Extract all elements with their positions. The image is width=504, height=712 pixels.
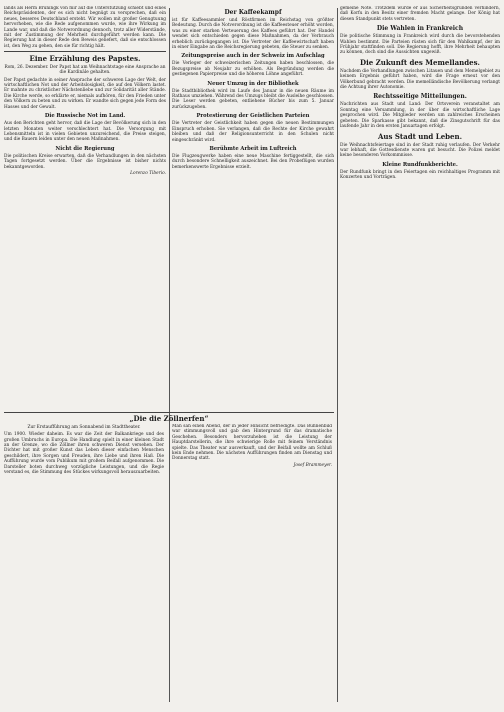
- article-text: gemeine Note. Trotzdem würde er aus Sicherheitsgründen verhindern, daß Korfu in den Besitz einer fremden Macht gelange. Der König hat diesen Standpunkt stets vertreten.: [340, 6, 500, 22]
- headline: Nicht die Regierung: [55, 145, 115, 152]
- article-text: Die Vertreter der Geistlichkeit haben gegen die neuen Bestimmungen Einspruch erhoben. Sie verlangen, daß die Rechte der Kirche gewahrt bleiben und daß der Religionsunterricht in den Schulen nicht eingeschränkt wird.: [172, 121, 334, 143]
- article-text: Die politischen Kreise erwarten, daß die Verhandlungen in den nächsten Tagen fortgesetzt werden. Über die Ergebnisse ist bisher nichts bekanntgeworden.: [4, 153, 166, 170]
- article-text: Die Weihnachtsfeiertage sind in der Stadt ruhig verlaufen. Der Verkehr war lebhaft, die Gottesdienste waren gut besucht. Die Polizei meldet keine besonderen Vorkommnisse.: [340, 142, 500, 159]
- article-text: Um 1900. Wieder daheim. Es war die Zeit der Balkankriege und des großen Umbruchs in Europa. Die Handlung spielt in einer kleinen Stadt an der Grenze, wo die Zöllner ihren schweren Dienst versehen. Der Dichter hat mit großer Kunst das Leben dieser einfachen Menschen geschildert, ihre Sorgen und Freuden, ihre Liebe und ihren Haß. Die Aufführung wurde vom Publikum mit großem Beifall aufgenommen. Die Darsteller boten durchweg vorzügliche Leistungen, und die Regie verstand es, die Stimmung des Stückes wirkungsvoll herauszuarbeiten.: [4, 432, 164, 476]
- feature-column-left: [4, 424, 164, 706]
- headline: Die Zukunft des Memellandes.: [360, 57, 480, 67]
- headline: Aus Stadt und Leben.: [377, 131, 463, 141]
- article-text: Man sah einen Abend, der in jeder Hinsicht befriedigte. Das Bühnenbild war stimmungsvoll und gab den Hintergrund für das dramatische Geschehen. Besonders hervorzuheben ist die Leistung der Hauptdarstellerin, die ihre schwierige Rolle mit feinem Verständnis spielte. Das Theater war ausverkauft, und der Beifall wollte am Schluß kein Ende nehmen. Die nächsten Aufführungen finden am Dienstag und Donnerstag statt.: [172, 424, 332, 462]
- headline: Rechtsseitige Mitteilungen.: [373, 93, 467, 101]
- headline: Die Russische Not im Land.: [44, 113, 126, 120]
- headline: Neuer Umzug in der Bibliothek: [207, 80, 299, 87]
- column-right: [340, 6, 500, 706]
- headline: Berühmte Arbeit im Luftreich: [209, 145, 297, 152]
- headline: Zeitungspreise auch in der Schweiz im Aufschlag: [181, 53, 325, 60]
- article-text: Nachdem die Verhandlungen zwischen Litauen und dem Memelgebiet zu keinem Ergebnis geführt haben, wird die Frage erneut vor den Völkerbund gebracht werden. Die memelländische Bevölkerung verlangt die Achtung ihrer Autonomie.: [340, 68, 500, 91]
- article-text: Der Rundfunk bringt in den Feiertagen ein reichhaltiges Programm mit Konzerten und Vorträgen.: [340, 169, 500, 181]
- column-left: [4, 6, 166, 396]
- article-text: Aus den Berichten geht hervor, daß die Lage der Bevölkerung sich in den letzten Monaten weiter verschlechtert hat. Die Versorgung mit Lebensmitteln ist in vielen Gebieten unzureichend, die Preise steigen, und die Bauern leiden unter den neuen Maßnahmen.: [4, 121, 166, 143]
- article-text: Die Flugzeugwerke haben eine neue Maschine fertiggestellt, die sich durch besondere Schnelligkeit auszeichnet. Bei den Probeflügen wurden bemerkenswerte Ergebnisse erzielt.: [172, 153, 334, 170]
- dateline: Rom, 26. Dezember. Der Papst hat am Weihnachtstage eine Ansprache an die Kardinäle gehalten.: [4, 65, 166, 76]
- headline: Kleine Rundfunkberichte.: [382, 161, 458, 168]
- headline: Der Kaffeekampf: [224, 9, 282, 16]
- column-middle: [172, 6, 334, 396]
- divider: [4, 412, 334, 413]
- feature-column-right: [172, 424, 332, 706]
- article-text: Der Papst gedachte in seiner Ansprache der schweren Lage der Welt, der wirtschaftlichen Not und der Arbeitslosigkeit, die auf den Völkern lastet. Er mahnte zu christlicher Nächstenliebe und zur Solidarität aller Stände. Die Kirche werde, so erklärte er, niemals aufhören, für den Frieden unter den Völkern zu beten und zu wirken. Er wandte sich gegen jede Form des Hasses und der Gewalt.: [4, 77, 166, 110]
- article-text: ist für Kaffeesammler und Röstfirmen im Reichstag von größter Bedeutung. Durch die Notverordnung ist die Kaffeesteuer erhöht worden, was zu einer starken Verteuerung des Kaffees geführt hat. Der Handel wendet sich entschieden gegen diese Maßnahmen, da der Verbrauch erheblich zurückgegangen ist. Die Vertreter der Kaffeewirtschaft haben in einer Eingabe an die Reichsregierung gebeten, die Steuer zu senken.: [172, 18, 334, 51]
- feature-headline: „Die die Zöllnerfen“: [129, 414, 209, 423]
- column-rule: [337, 8, 338, 702]
- article-text: Nachrichten aus Stadt und Land: Der Ortsverein veranstaltet am Sonntag eine Versammlung, in der über die wirtschaftliche Lage gesprochen wird. Die Mitglieder werden um zahlreiches Erscheinen gebeten. Die Sparkasse gibt bekannt, daß die Zinsgutschrift für das laufende Jahr in den ersten Januartagen erfolgt.: [340, 102, 500, 130]
- feature-article: [4, 410, 334, 706]
- newspaper-page: [4, 6, 500, 706]
- headline: Die Wahlen in Frankreich: [376, 25, 464, 33]
- byline: Josef Brammeyer.: [293, 462, 332, 468]
- article-text: Die politische Stimmung in Frankreich wird durch die bevorstehenden Wahlen bestimmt. Die Parteien rüsten sich für den Wahlkampf, der im Frühjahr stattfinden soll. Die Regierung hofft, ihre Mehrheit behaupten zu können, doch sind die Aussichten ungewiß.: [340, 34, 500, 56]
- divider: [4, 51, 166, 52]
- article-text: Die Stadtbibliothek wird im Laufe des Januar in die neuen Räume im Rathaus umziehen. Während des Umzugs bleibt die Ausleihe geschlossen. Die Leser werden gebeten, entliehene Bücher bis zum 5. Januar zurückzugeben.: [172, 88, 334, 110]
- headline: Eine Erzählung des Papstes.: [29, 54, 141, 64]
- headline: Protestierung der Geistlichen Parteien: [196, 113, 310, 120]
- article-text: lands als Herm Brüningk von mir auf die Unterstützung schiebt und eines Reichspräsidenten, der es sich nicht begnügt zu versprechen, daß ein neues, besseres Deutschland ersteht. Wir wollen mit großer Genugtuung hervorheben, wie die Rede aufgenommen wurde, wie ihre Wirkung im Lande war, und daß die Notverordnung dennoch, trotz aller Widerstände, mit der Zustimmung der Mehrheit durchgeführt werden kann. Die Regierung hat in dieser Rede den Beweis geliefert, daß sie entschlossen ist, den Weg zu gehen, den sie für richtig hält.: [4, 6, 166, 49]
- feature-intro: Zur Erstaufführung am Sonnabend im Stadttheater.: [27, 425, 141, 430]
- byline: Lorenzo Tiberio.: [130, 170, 166, 176]
- article-text: Die Verleger der schweizerischen Zeitungen haben beschlossen, die Bezugspreise ab Neujahr zu erhöhen. Als Begründung werden die gestiegenen Papierpreise und die höheren Löhne angeführt.: [172, 61, 334, 78]
